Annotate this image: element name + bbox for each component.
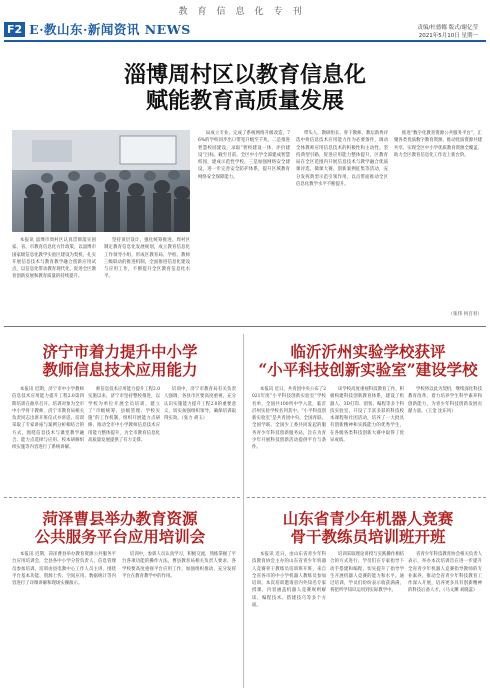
lead-col-5: 推进“数字化教育资源公共服务平台”，汇聚各类优质数字教育资源，推动优质资源共建共享，实现全区中小学优质教育资源全覆盖，助力全区教育信息化工作迈上新台阶。 <box>394 131 482 158</box>
article2-col-3: 培训中，济宁市教育局有关负责人强调，各县市区要高度重视，充分认识实施能力提升工程2.0的重要意义，切实加强组织领导，确保培训取得实效。（张力 胡玉） <box>164 387 236 422</box>
article2-col-1: 本报讯 近期，济宁市中小学教师信息技术应用能力提升工程2.0第四期培训在曲阜召开。培训对象为全市中小学骨干教师，济宁市教育局相关负责同志出席开班仪式并讲话。培训采取了专家讲座与案例分析相结合的方式，围绕信息技术与课堂教学融合、能力点选择与应用、校本研修组织实施等内容进行了系统讲解。 <box>12 387 84 451</box>
article3-title <box>250 343 486 379</box>
lead-col-4: 带头人，教研组长、骨干教师、教坛新秀评选中将信息技术应用能力作为必要条件，调动全体教师应用信息技术的积极性和主动性。坚持典型引路，促进应用能力整体提升。区教育局在全区范围内开展信息技术与教学融合优质课评选、微课大赛、创新案例征集等活动，充分发挥典型示范引领作用，以点带面推动全区信息化教学水平不断提升。 <box>296 131 388 188</box>
header-rule <box>4 40 486 42</box>
lead-col-1: 本报讯 淄博市周村区认真贯彻落实国家、省、市教育信息化方针政策，以淄博市国家级信息化教学实验区建设为契机，扎实开展信息技术与教育教学融合创新应用试点，以信息化带动教育现代化，促进全区教育创新发展和教育质量的持续提升。 <box>12 238 96 280</box>
article5-title-line2: 骨干教练员培训班开班 <box>290 527 446 546</box>
lead-col-2: 坚持顶层设计，强化统筹推进。周村区制定教育信息化发展规划，成立教育信息化工作领导小组，形成区教育局、学校、教师三级联动的推进机制，全面推进信息化建设与应用工作，不断提升全区教育信息化水平。 <box>104 238 190 280</box>
lead-title-line1: 淄博周村区以教育信息化 <box>123 62 366 88</box>
article4-title-line2: 公共服务平台应用培训会 <box>34 527 206 546</box>
date-line: 2021年5月10日 星期一 <box>418 33 478 39</box>
article5-title-line1: 山东省青少年机器人竞赛 <box>282 509 454 528</box>
section-separator <box>4 326 486 327</box>
masthead-motto: 教育信息化专刊 <box>178 7 312 17</box>
editor-line: 责编/杜德娜 版式/谢亿莹 <box>417 25 478 31</box>
lead-title-line2: 赋能教育高质量发展 <box>145 88 344 114</box>
article3-title-line2: “小平科技创新实验室”建设学校 <box>258 360 478 379</box>
article2-title-line2: 教师信息技术应用能力 <box>42 360 198 379</box>
article3-col-1: 本报讯 近日，共青团中央公布了2021年度“小平科技创新实验室”学校名单，全国共100所中学入选，临沂沂州实验学校名列其中。“小平科技创新实验室”是共青团中央、全国青联、全国学联、全国少工委共同发起的服务青少年科技创新服务站，旨在为青少年开展科技创新活动提供平台与条件。 <box>252 387 326 451</box>
article2-col-2: 师信息技术应用能力提升工程2.0实施以来，济宁市坚持整校推进，以学校为单位开展全员培训，建立了“市级统筹、县级管理、学校实施”的工作机制，组织开展能力点研修，推动全市中小学教师信息技术应用能力整体提升，为全市教育信息化高质量发展提供了有力支撑。 <box>88 387 160 444</box>
left-separator <box>4 497 240 498</box>
article3-col-2: 该学校高度重视科技教育工作，积极构建科技创新教育体系，建设了机器人、3D打印、创客、编程等多个科技实验室，开设了丰富多彩的科技校本课程和社团活动，培养了一大批具有创新精神和实践能力的优秀学生，在各级各类科技创新大赛中取得了优异成绩。 <box>330 387 404 444</box>
article2-title-line1: 济宁市着力提升中小学 <box>42 342 198 361</box>
edition-label <box>4 20 191 38</box>
article4-col-1: 本报讯 近期，菏泽曹县举办教育资源公共服务平台应用培训会，全县各中小学分管负责人、信息管理员参加培训。培训由县电教中心工作人员主讲，围绕平台基本功能、资源上传、空间应用、数据统计等内容进行了详细讲解和现场实操演示。 <box>12 552 116 587</box>
article5-title <box>250 510 486 546</box>
article5-col-3: 省青少年科技教育协会相关负责人表示，举办本次培训旨在进一步提升全省青少年机器人竞赛指导教师的专业素养，推动全省青少年科技教育工作深入开展，培养更多具有创新精神的科技后备人才。（马文渊 刘晓蕊） <box>408 552 482 594</box>
edition-meta <box>418 24 478 40</box>
article4-title <box>4 510 236 546</box>
classroom-photo-illustration <box>12 130 190 232</box>
article4-title-line1: 菏泽曹县举办教育资源 <box>42 509 198 528</box>
right-separator <box>247 497 486 498</box>
article4-col-2: 培训中，参训人员认真学习，积极交流，熟练掌握了平台各项功能的操作方法。曹县教育局相关负责人要求，各学校要高度重视平台应用工作，加强组织推动，充分发挥平台在教育教学中的作用。 <box>122 552 236 579</box>
article3-title-line1: 临沂沂州实验学校获评 <box>290 342 446 361</box>
edition-code: F2 <box>4 22 25 37</box>
article5-col-1: 本报讯 近日，由山东省青少年科技教育协会主办的山东省青少年机器人竞赛骨干教练员培训班开班，来自全省各市的中小学机器人教练员参加培训。本次培训邀请省内外知名专家授课，内容涵盖机器人竞赛规则解读、编程技术、搭建技巧等多个方面。 <box>252 552 326 609</box>
article5-col-2: 培训采取理论讲授与实践操作相结合的方式进行，学员们在专家指导下动手搭建和编程，切实提升了指导学生开展机器人竞赛的能力和水平。通过培训，学员们纷纷表示收获满满，将把所学知识运用到实际教学中。 <box>330 552 404 594</box>
lead-title <box>0 62 490 114</box>
lead-byline: （张伟 何召君） <box>448 312 482 317</box>
column-divider <box>243 334 244 688</box>
article3-col-3: 学校将以此为契机，继续深化科技教育改革，着力培养学生科学素养和创新能力，为青少年科技创新发展贡献力量。（王金 沈东风） <box>408 387 482 414</box>
lead-col-3: 局成立专业，完成了系统网络升级改造，76%的学校同步出口带宽升级至千兆，二是推进智慧校园建设，录取“智校建设一体，评价建设”目标，截至目前，全区中小学全部建成智慧校园，建成示范性学校，三是加强网络安全建设，进一步完善安全防护体系，提升区域教育网络安全保障能力。 <box>198 131 290 180</box>
edition-title: E·教山东·新闻资讯 NEWS <box>29 22 191 37</box>
lead-photo <box>12 130 190 232</box>
article2-title <box>4 343 236 379</box>
